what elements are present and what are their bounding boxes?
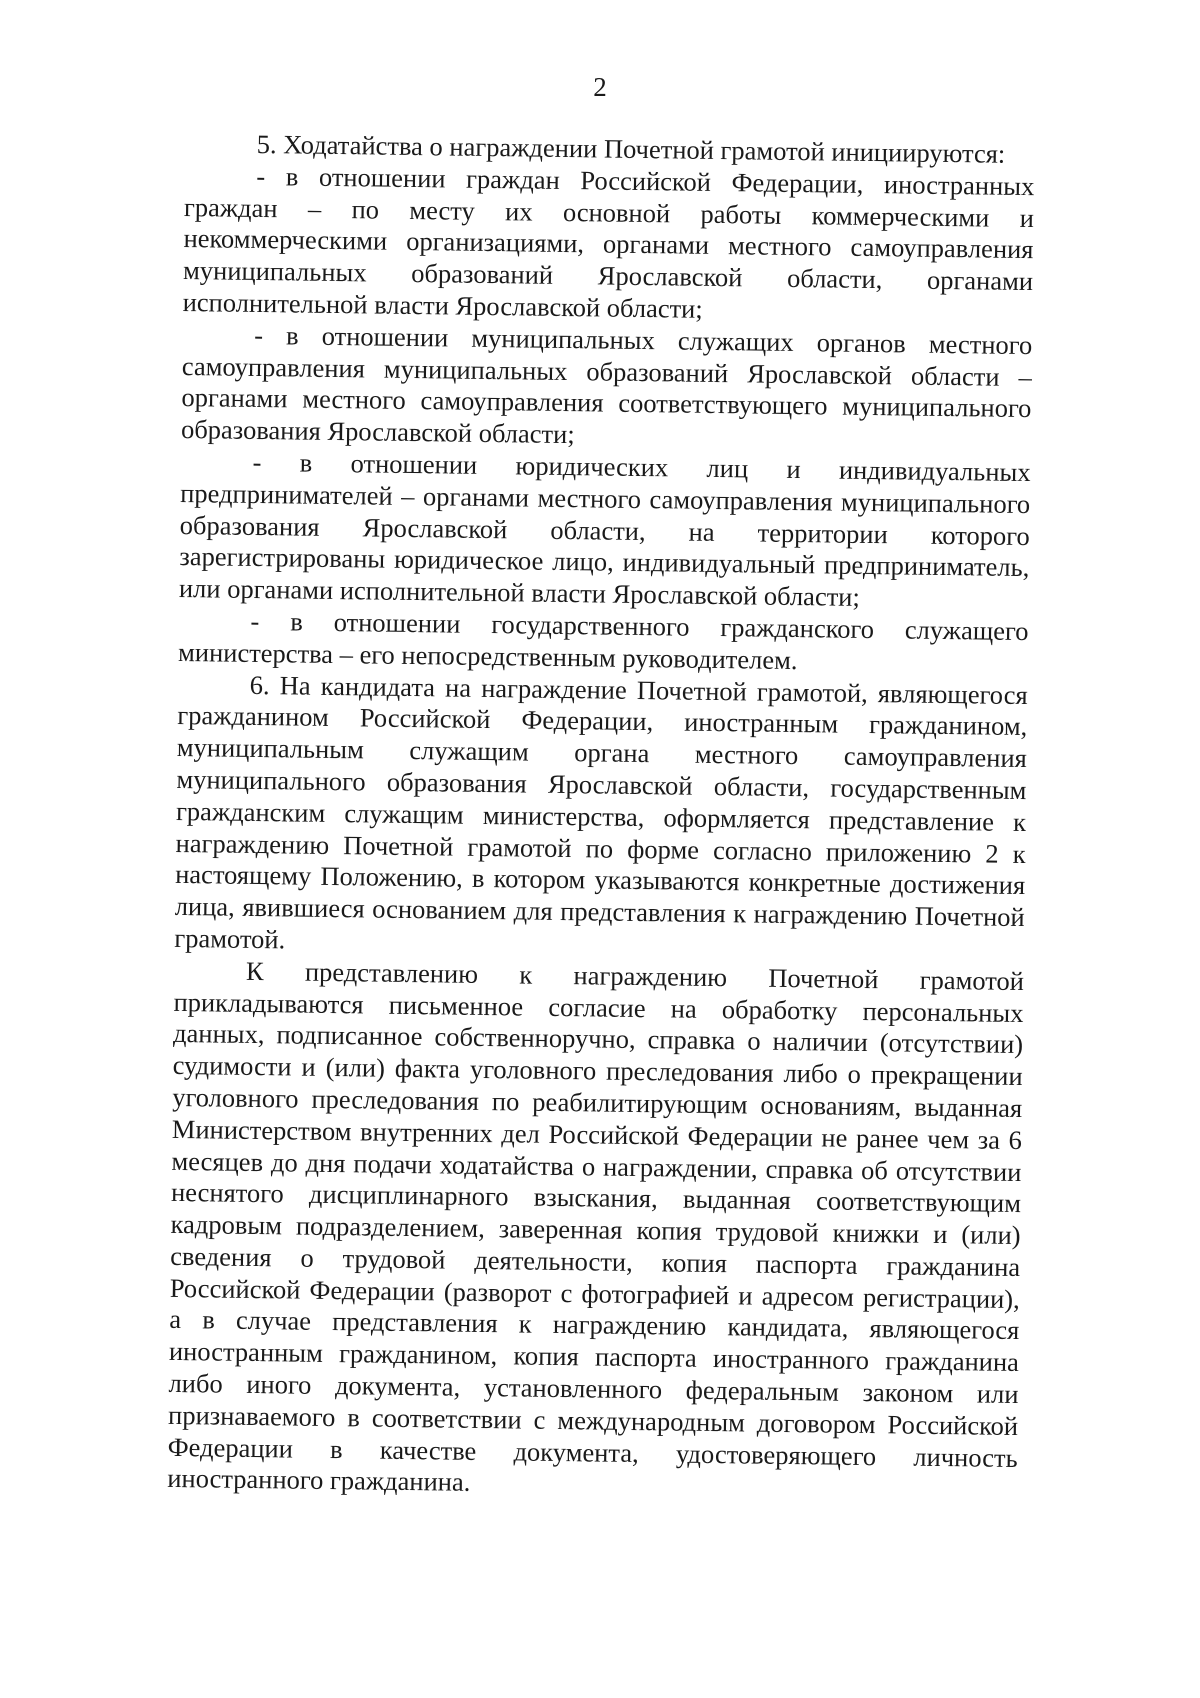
paragraph-state-servant: - в отношении государственного гражданского служащего министерства – его непосредственным руководителем. <box>177 605 1029 675</box>
paragraph-item-5-heading: 5. Ходатайства о награждении Почетной грамотой инициируются: <box>256 128 1006 169</box>
document-body <box>167 128 1035 1506</box>
paragraph-item-6: 6. На кандидата на награждение Почетной грамотой, являющегося гражданином Российской Федерации, иностранным гражданином, муниципальным служащим органа местного самоуправления муниципального образования Ярославской области, государственным гражданским служащим министерства, оформляется представление к награждению Почетной грамотой по форме согласно приложению 2 к настоящему Положению, в котором указываются конкретные достижения лица, явившиеся основанием для представления к награждению Почетной грамотой. <box>174 669 1028 955</box>
page-number: 2 <box>593 72 607 102</box>
paragraph-legal-entities: - в отношении юридических лиц и индивидуальных предпринимателей – органами местного самоуправления муниципального образования Ярославской области, на территории которого зарегистрированы юридическое лицо, индивидуальный предприниматель, или органами исполнительной власти Ярославской области; <box>178 446 1031 613</box>
paragraph-citizens: - в отношении граждан Российской Федерации, иностранных граждан – по месту их основной работы коммерческими и некоммерческими организациями, органами местного самоуправления муниципальных образований Ярославской области, органами исполнительной власти Ярославской области; <box>182 160 1035 324</box>
paragraph-municipal-servants: - в отношении муниципальных служащих органов местного самоуправления муниципальных образований Ярославской области – органами местного самоуправления соответствующего муниципального образования Ярославской области; <box>180 319 1033 450</box>
paragraph-attachments: К представлению к награждению Почетной грамотой прикладываются письменное согласие на обработку персональных данных, подписанное собственноручно, справка о наличии (отсутствии) судимости и (или) факта уголовного преследования либо о прекращении уголовного преследования по реабилитирующим основаниям, выданная Министерством внутренних дел Российской Федерации не ранее чем за 6 месяцев до дня подачи ходатайства о награждении, справка об отсутствии неснятого дисциплинарного взыскания, выданная соответствующим кадровым подразделением, заверенная копия трудовой книжки и (или) сведения о трудовой деятельности, копия паспорта гражданина Российской Федерации (разворот с фотографией и адресом регистрации), а в случае представления к награждению кандидата, являющегося иностранным гражданином, копия паспорта иностранного гражданина либо иного документа, установленного федеральным законом или признаваемого в соответствии с международным договором Российской Федерации в качестве документа, удостоверяющего личность иностранного гражданина. <box>167 955 1025 1498</box>
